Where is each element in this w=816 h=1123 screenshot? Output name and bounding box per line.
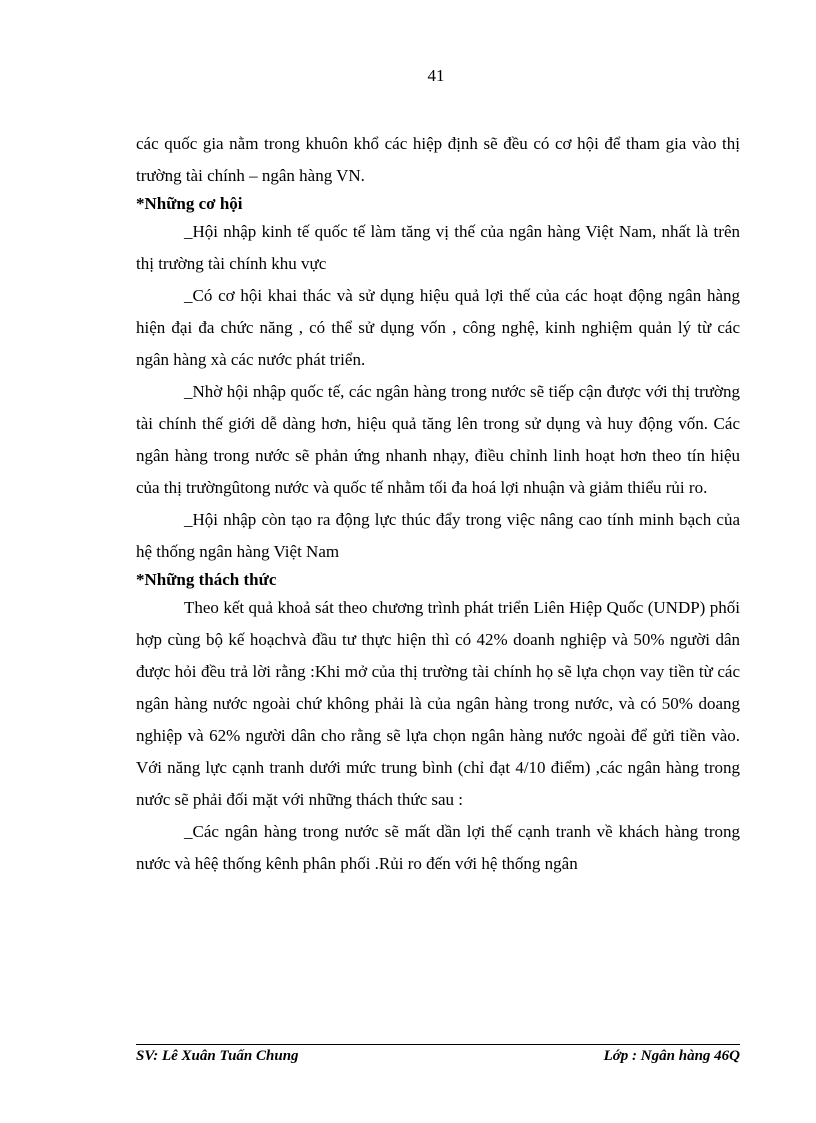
paragraph-challenge-1: _Các ngân hàng trong nước sẽ mất dần lợi thế cạnh tranh về khách hàng trong nước và hêệ thống kênh phân phối .Rủi ro đến với hệ thống ngân [136,822,740,873]
page-footer [136,1048,740,1065]
paragraph-opportunity-2: _Có cơ hội khai thác và sử dụng hiệu quả lợi thế của các hoạt động ngân hàng hiện đại đa chức năng , có thể sử dụng vốn , công nghệ, kinh nghiệm quản lý từ các ngân hàng xà các nước phát triển. [136,286,740,369]
footer-student-name: SV: Lê Xuân Tuấn Chung [136,1048,299,1064]
page-number: 41 [427,66,445,85]
footer-divider [136,1044,740,1045]
section-heading-challenges: *Những thách thức [136,570,277,589]
paragraph-opportunity-4: _Hội nhập còn tạo ra động lực thúc đẩy trong việc nâng cao tính minh bạch của hệ thống ngân hàng Việt Nam [136,510,740,561]
footer-class-name: Lớp : Ngân hàng 46Q [603,1048,740,1064]
paragraph-opportunity-3: _Nhờ hội nhập quốc tế, các ngân hàng trong nước sẽ tiếp cận được với thị trường tài chính thế giới dễ dàng hơn, hiệu quả tăng lên trong sử dụng và huy động vốn. Các ngân hàng trong nước sẽ phản ứng nhanh nhạy, điều chỉnh linh hoạt hơn theo tín hiệu của thị trườngûtong nước và quốc tế nhằm tối đa hoá lợi nhuận và giảm thiểu rủi ro. [136,382,740,497]
paragraph-continuation: các quốc gia nằm trong khuôn khổ các hiệp định sẽ đều có cơ hội để tham gia vào thị trường tài chính – ngân hàng VN. [136,134,740,185]
document-body [136,128,740,880]
paragraph-opportunity-1: _Hội nhập kinh tế quốc tế làm tăng vị thế của ngân hàng Việt Nam, nhất là trên thị trường tài chính khu vực [136,222,740,273]
section-heading-opportunities: *Những cơ hội [136,194,243,213]
paragraph-challenges-intro: Theo kết quả khoả sát theo chương trình phát triển Liên Hiệp Quốc (UNDP) phối hợp cùng bộ kế hoạchvà đầu tư thực hiện thì có 42% doanh nghiệp và 50% người dân được hỏi đều trả lời rằng :Khi mở của thị trường tài chính họ sẽ lựa chọn vay tiền từ các ngân hàng nước ngoài chứ không phải là của ngân hàng trong nước, và có 50% doang nghiệp và 62% người dân cho rằng sẽ lựa chọn ngân hàng nước ngoài để gửi tiền vào. Với năng lực cạnh tranh dưới mức trung bình (chỉ đạt 4/10 điểm) ,các ngân hàng trong nước sẽ phải đối mặt với những thách thức sau : [136,598,740,809]
